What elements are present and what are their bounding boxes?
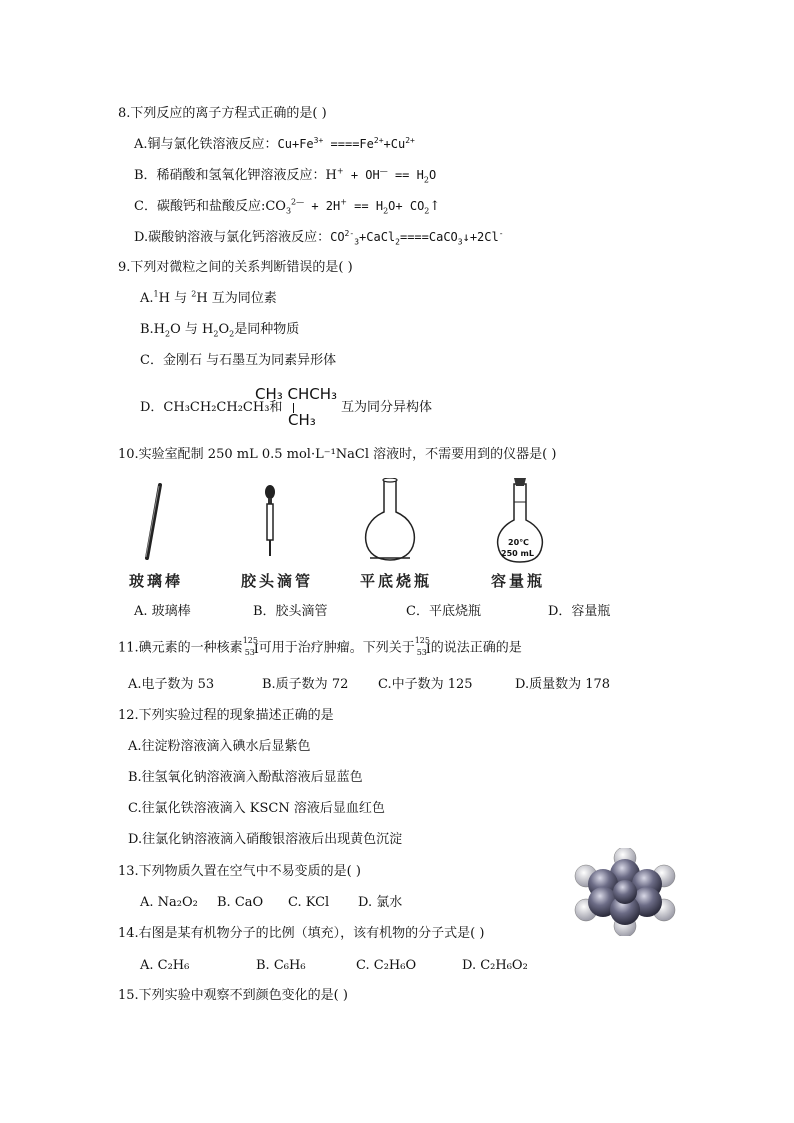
glass-rod-image [138,482,168,562]
q13-stem: 13.下列物质久置在空气中不易变质的是( ) [118,864,361,879]
q13-option-a: A. Na₂O₂ [140,895,198,910]
q10-option-c: C．平底烧瓶 [406,604,481,619]
q8-option-b: B．稀硝酸和氢氧化钾溶液反应：$H^+ + OH^— == H_2O$ [134,166,437,185]
nuclide-i125-2: 125 53 I [414,636,431,657]
isobutane-structure-top: CH₃ CHCH₃ [255,385,338,403]
label-dropper: 胶头滴管 [241,572,314,590]
q11-option-b: B.质子数为 72 [262,677,349,692]
q9-option-a: A.$^1$H 与 $^2$H 互为同位素 [140,289,277,306]
benzene-model-image [572,848,678,936]
label-volumetric-flask: 容量瓶 [491,572,546,590]
label-flat-flask: 平底烧瓶 [360,572,433,590]
q13-option-c: C. KCl [288,895,330,910]
label-glass-rod: 玻璃棒 [129,572,184,590]
isobutane-structure-bottom: CH₃ [288,411,316,429]
q9-option-d-prefix: D．CH₃CH₂CH₂CH₃和 [140,400,283,415]
q14-option-a: A. C₂H₆ [140,958,190,973]
nuclide-i125: 125 53 I [242,636,259,657]
q8-stem: 8.下列反应的离子方程式正确的是( ) [118,106,327,121]
q8-option-a: A.铜与氯化铁溶液反应：$Cu+Fe^{3+} ====Fe^{2+}+Cu^{2+}$ [134,136,415,152]
q10-option-d: D．容量瓶 [548,604,611,619]
q9-option-c: C．金刚石 与石墨互为同素异形体 [140,353,337,368]
q13-option-d: D. 氯水 [358,895,403,910]
dropper-image [258,484,282,559]
q11-option-d: D.质量数为 178 [515,677,611,692]
q11-stem: 11.碘元素的一种核素 125 53 I 可用于治疗肿瘤。下列关于 125 53 I 的说法正确的是 [118,636,522,657]
q14-option-c: C. C₂H₆O [356,958,417,973]
q11-option-c: C.中子数为 125 [378,677,473,692]
q12-option-d: D.往氯化钠溶液滴入硝酸银溶液后出现黄色沉淀 [128,832,403,847]
q8-option-c: C．碳酸钙和盐酸反应$:CO_3^{2—} + 2H^+ == H_2O+$ $CO_2↑$ [134,197,441,216]
q12-option-b: B.往氢氧化钠溶液滴入酚酞溶液后显蓝色 [128,770,363,785]
q14-option-b: B. C₆H₆ [256,958,306,973]
q9-option-d-suffix: 互为同分异构体 [341,400,433,415]
q15-stem: 15.下列实验中观察不到颜色变化的是( ) [118,988,348,1003]
q13-option-b: B. CaO [217,895,264,910]
q12-option-c: C.往氯化铁溶液滴入 KSCN 溶液后显血红色 [128,801,385,816]
q10-stem: 10.实验室配制 250 mL 0.5 mol·L⁻¹NaCl 溶液时，不需要用到的仪器是( ) [118,447,557,462]
q14-option-d: D. C₂H₆O₂ [462,958,528,973]
q12-option-a: A.往淀粉溶液滴入碘水后显紫色 [128,739,311,754]
q9-option-b: $B.H_2O$ 与 $H_2O_2$是同种物质 [140,322,300,339]
q14-stem: 14.右图是某有机物分子的比例（填充），该有机物的分子式是( ) [118,926,485,941]
flask-temp-text: 20℃ [508,538,529,547]
q10-option-a: A. 玻璃棒 [134,604,191,619]
q12-stem: 12.下列实验过程的现象描述正确的是 [118,708,334,723]
q8-option-d: D.碳酸钠溶液与氯化钙溶液反应：$CO^{2-}_3+CaCl_2====CaCO_3↓+2Cl^-$ [134,229,504,247]
q10-option-b: B．胶头滴管 [253,604,328,619]
q11-option-a: A.电子数为 53 [128,677,215,692]
q9-stem: 9.下列对微粒之间的关系判断错误的是( ) [118,260,353,275]
flask-volume-text: 250 mL [501,549,534,558]
flat-flask-image [360,478,420,564]
